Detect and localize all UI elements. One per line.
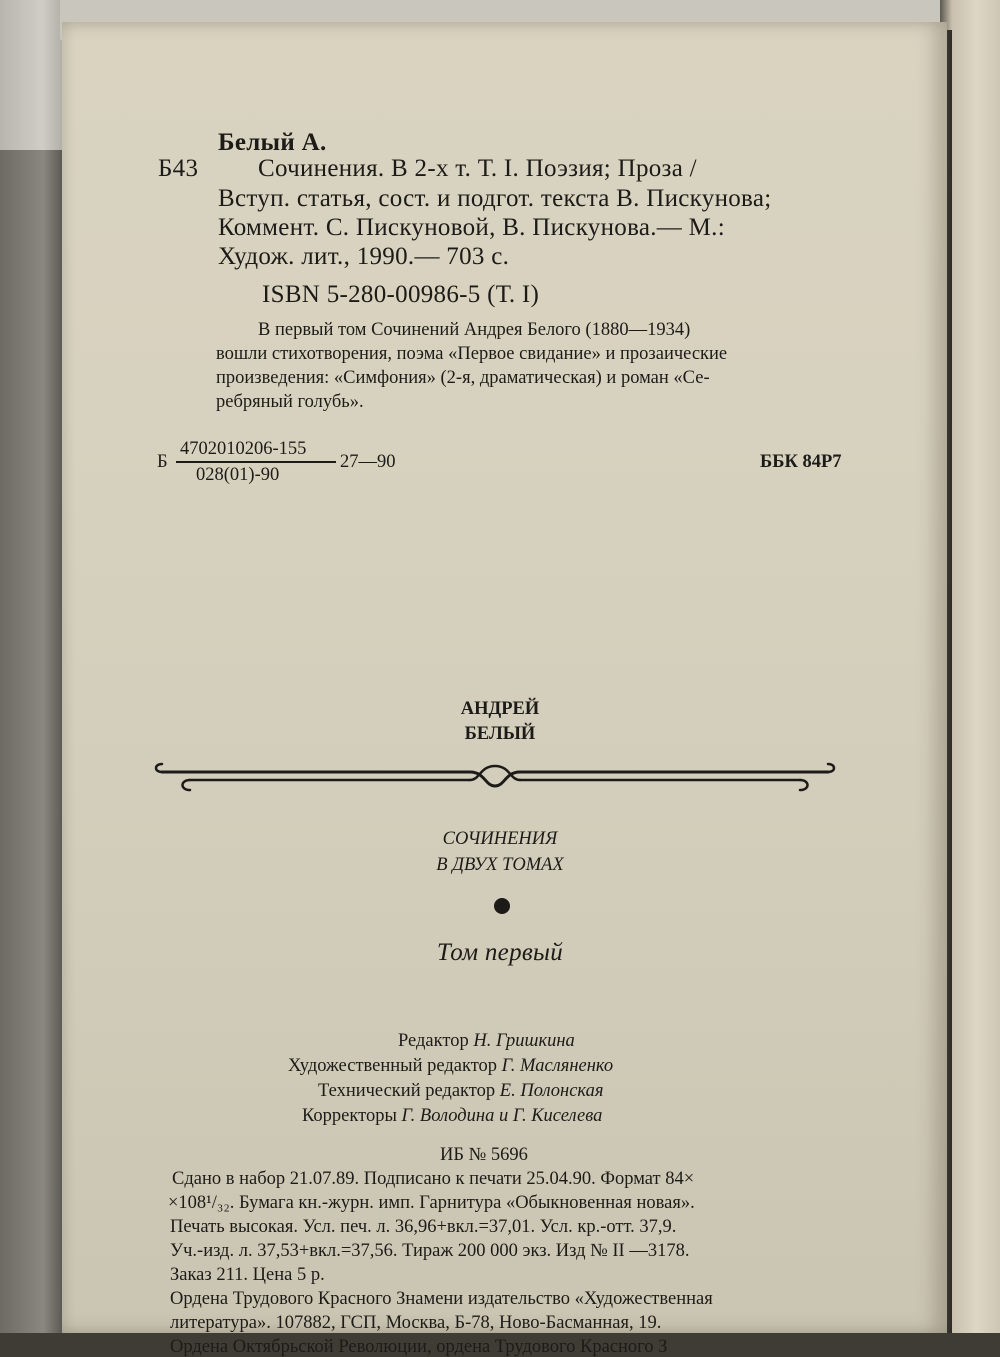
title-author-first: АНДРЕЙ: [460, 699, 540, 719]
imprint-line: Уч.-изд. л. 37,53+вкл.=37,56. Тираж 200 000 экз. Изд № II —3178.: [170, 1241, 690, 1261]
bullet-ornament: [494, 898, 510, 914]
imprint-line: Сдано в набор 21.07.89. Подписано к печати 25.04.90. Формат 84×: [172, 1169, 695, 1189]
imprint-line: ×108¹/₃₂. Бумага кн.-журн. имп. Гарнитура «Обыкновенная новая».: [168, 1193, 695, 1213]
credit-line: Технический редактор Е. Полонская: [318, 1081, 604, 1101]
code-fraction-bar: [176, 461, 336, 463]
credit-line: Корректоры Г. Володина и Г. Киселева: [302, 1106, 603, 1126]
card-isbn: ISBN 5-280-00986-5 (Т. I): [262, 281, 540, 308]
code-denominator: 028(01)-90: [196, 465, 280, 485]
card-desc-line: Сочинения. В 2-х т. Т. I. Поэзия; Проза /: [258, 155, 697, 182]
card-author-heading: Белый А.: [218, 129, 327, 156]
ib-number: ИБ № 5696: [440, 1145, 528, 1165]
imprint-line: литература». 107882, ГСП, Москва, Б-78, Ново-Басманная, 19.: [170, 1313, 662, 1333]
card-call-number: Б43: [158, 155, 199, 182]
card-desc-line: Худож. лит., 1990.— 703 с.: [218, 243, 510, 270]
code-suffix: 27—90: [340, 452, 396, 472]
card-annotation-line: ребряный голубь».: [216, 392, 364, 412]
code-letter: Б: [157, 452, 168, 472]
imprint-line: Ордена Октябрьской Революции, ордена Трудового Красного З: [170, 1337, 668, 1357]
card-annotation-line: вошли стихотворения, поэма «Первое свидание» и прозаические: [216, 344, 728, 364]
card-annotation-line: произведения: «Симфония» (2-я, драматическая) и роман «Се-: [216, 368, 710, 388]
title-author-last: БЕЛЫЙ: [464, 724, 536, 744]
work-title-line2: В ДВУХ ТОМАХ: [436, 855, 564, 875]
imprint-line: Ордена Трудового Красного Знамени издательство «Художественная: [170, 1289, 713, 1309]
credit-line: Редактор Н. Гришкина: [398, 1031, 575, 1051]
ornamental-rule: [150, 760, 840, 804]
card-desc-line: Вступ. статья, сост. и подгот. текста В. Пискунова;: [218, 185, 772, 212]
credit-line: Художественный редактор Г. Масляненко: [288, 1056, 614, 1076]
imprint-line: Печать высокая. Усл. печ. л. 36,96+вкл.=37,01. Усл. кр.-отт. 37,9.: [170, 1217, 677, 1237]
background-object: [0, 150, 62, 1333]
imprint-line: Заказ 211. Цена 5 р.: [170, 1265, 325, 1285]
card-annotation-line: В первый том Сочинений Андрея Белого (1880—1934): [258, 320, 691, 340]
volume-title: Том первый: [436, 939, 564, 966]
code-numerator: 4702010206-155: [180, 439, 307, 459]
card-desc-line: Коммент. С. Пискуновой, В. Пискунова.— М.:: [218, 214, 725, 241]
work-title-line1: СОЧИНЕНИЯ: [442, 829, 558, 849]
bbk-code: ББК 84Р7: [760, 452, 842, 472]
